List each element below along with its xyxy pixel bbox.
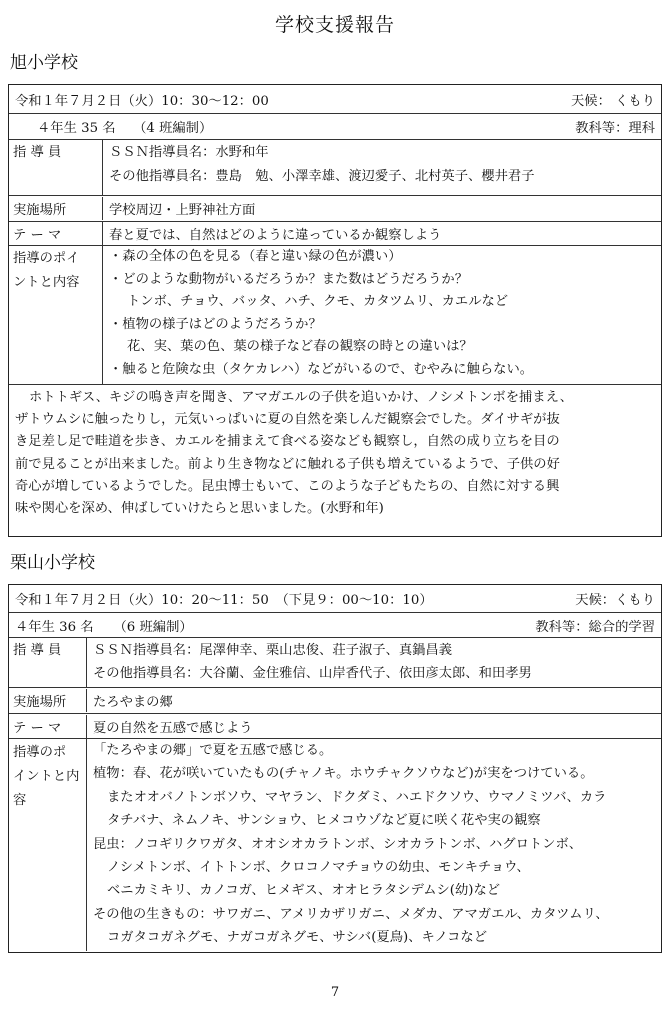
class-info: ４年生 35 名 （4 班編制） — [37, 121, 213, 136]
point-item: ノシメトンボ、イトトンボ、クロコノマチョウの幼虫、モンキチョウ、 — [107, 860, 530, 876]
point-item: トンボ、チョウ、バッタ、ハチ、クモ、カタツムリ、カエルなど — [127, 294, 509, 310]
subject: 教科等：理科 — [575, 121, 655, 136]
point-item: またオオバノトンボソウ、マヤラン、ドクダミ、ハエドクソウ、ウマノミツバ、カラ — [107, 789, 607, 805]
instructors-label: 指 導 員 — [9, 140, 103, 195]
location-label: 実施場所 — [9, 689, 87, 712]
point-item: その他の生きもの：サワガニ、アメリカザリガニ、メダカ、アマガエル、カタツムリ、 — [93, 906, 609, 922]
page-number: 7 — [330, 985, 340, 1000]
instructor-line: その他指導員名：豊島 勉、小澤幸雄、渡辺愛子、北村英子、櫻井君子 — [109, 169, 535, 184]
location-value: たろやまの郷 — [93, 695, 173, 710]
date-row — [9, 585, 661, 612]
narrative-line: 味や関心を深め、伸ばしていけたらと思いました。(水野和年) — [15, 501, 384, 517]
points-row — [9, 738, 661, 951]
date-row — [9, 85, 661, 113]
narrative-line: 奇心が増しているようでした。昆虫博士もいて、このような子どもたちの、自然に対する興 — [15, 478, 560, 494]
narrative-line: 前で見ることが出来ました。前より生き物などに触れる子供も増えているようで、子供の好 — [15, 456, 560, 472]
report-date: 令和１年７月２日（火）10：30～12：00 — [15, 93, 269, 109]
narrative-line: き足差し足で畦道を歩き、カエルを捕まえて食べる姿なども観察し，自然の成り立ちを目の — [15, 434, 560, 450]
point-item: コガタコガネグモ、ナガコガネグモ、サシバ(夏鳥)、キノコなど — [107, 930, 488, 946]
weather: 天候：くもり — [575, 593, 655, 608]
points-label-line: イントと内 — [13, 769, 80, 784]
location-value: 学校周辺・上野神社方面 — [109, 203, 256, 218]
point-item: ・どのような動物がいるだろうか？また数はどうだろうか？ — [109, 271, 469, 287]
theme-value: 春と夏では、自然はどのように違っているか観察しよう — [109, 228, 442, 243]
instructor-line: その他指導員名：大谷蘭、金住雅信、山岸香代子、依田彦太郎、和田孝男 — [93, 666, 532, 681]
point-item: 「たろやまの郷」で夏を五感で感じる。 — [93, 743, 333, 758]
subject: 教科等：総合的学習 — [535, 619, 655, 635]
class-row — [9, 113, 661, 139]
school-name-asahi: 旭小学校 — [10, 53, 78, 73]
theme-value: 夏の自然を五感で感じよう — [93, 720, 253, 736]
point-item: ベニカミキリ、カノコガ、ヒメギス、オオヒラタシデムシ(幼)など — [107, 883, 501, 899]
points-label-line: ントと内容 — [13, 275, 80, 290]
point-item: 昆虫：ノコギリクワガタ、オオシオカラトンボ、シオカラトンボ、ハグロトンボ、 — [93, 836, 583, 852]
instructor-line: ＳＳＮ指導員名：水野和年 — [109, 145, 269, 160]
instructors-row — [9, 139, 661, 195]
theme-row — [9, 221, 661, 245]
point-item: ・森の全体の色を見る（春と違い緑の色が濃い） — [109, 249, 402, 264]
points-row — [9, 245, 661, 384]
school-name-kuriyama: 栗山小学校 — [10, 553, 95, 573]
point-item: タチバナ、ネムノキ、サンショウ、ヒメコウゾなど夏に咲く花や実の観察 — [107, 813, 541, 829]
theme-label: テ ー マ — [9, 222, 103, 245]
points-label-line: 容 — [13, 793, 27, 808]
page-title: 学校支援報告 — [274, 14, 395, 36]
class-row — [9, 612, 661, 637]
theme-label: テ ー マ — [9, 715, 87, 738]
narrative — [9, 385, 661, 534]
point-item: 植物：春、花が咲いていたもの(チャノキ。ホウチャクソウなど)が実をつけている。 — [93, 766, 594, 782]
point-item: ・触ると危険な虫（タケカレハ）などがいるので、むやみに触らない。 — [109, 361, 534, 377]
theme-row — [9, 713, 661, 738]
report-asahi — [8, 84, 662, 537]
point-item: 花、実、葉の色、葉の様子など春の観察の時との違いは？ — [127, 339, 473, 355]
location-row — [9, 195, 661, 221]
class-info: ４年生 36 名 （6 班編制） — [15, 619, 193, 635]
instructors-row — [9, 637, 661, 687]
narrative-line: ホトトギス、キジの鳴き声を聞き、アマガエルの子供を追いかけ、ノシメトンボを捕まえ、 — [29, 390, 573, 405]
location-row — [9, 687, 661, 713]
weather: 天候： くもり — [570, 93, 655, 109]
points-label-line: 指導のポ — [13, 745, 67, 760]
narrative-row — [9, 384, 661, 534]
report-kuriyama — [8, 584, 662, 953]
instructors-label: 指 導 員 — [9, 638, 87, 687]
narrative-line: ザトウムシに触ったりし，元気いっぱいに夏の自然を楽しんだ観察会でした。ダイサギが抜 — [15, 412, 560, 428]
report-date: 令和１年７月２日（火）10：20～11：50 （下見９：00～10：10） — [15, 593, 433, 608]
points-label-line: 指導のポイ — [13, 251, 80, 266]
point-item: ・植物の様子はどのようだろうか？ — [109, 316, 322, 332]
instructor-line: ＳＳＮ指導員名：尾澤伸幸、栗山忠俊、荘子淑子、真鍋昌義 — [93, 643, 453, 658]
location-label: 実施場所 — [9, 197, 103, 220]
